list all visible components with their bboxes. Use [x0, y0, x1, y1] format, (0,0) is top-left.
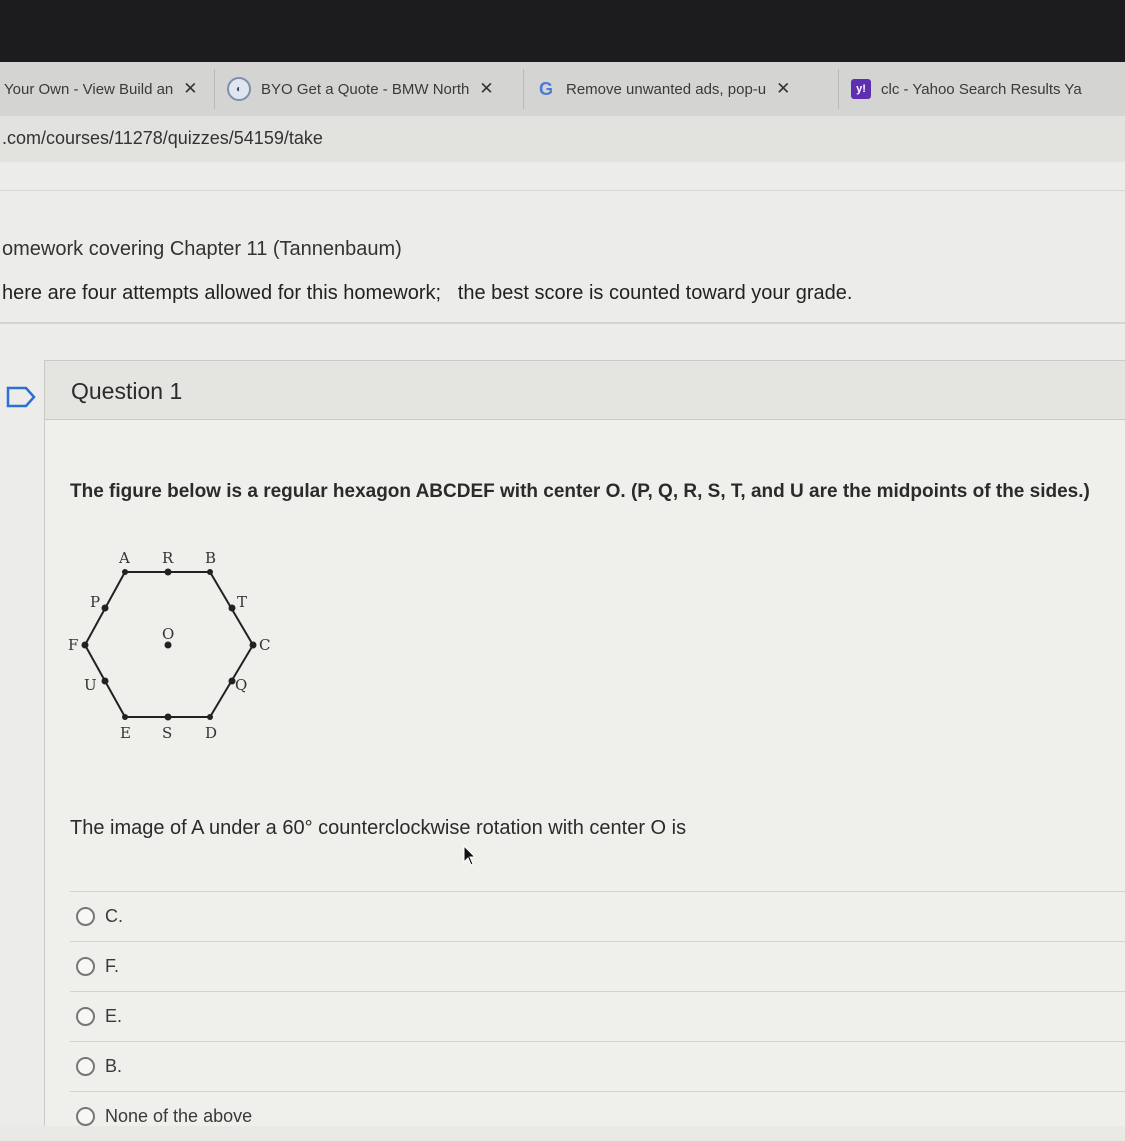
- flag-question-icon[interactable]: [6, 386, 36, 408]
- close-icon[interactable]: ✕: [776, 79, 791, 98]
- homework-title: omework covering Chapter 11 (Tannenbaum): [2, 238, 402, 260]
- tab-title: Remove unwanted ads, pop-u: [566, 80, 767, 98]
- answer-label: B.: [105, 1056, 123, 1076]
- question-title: Question 1: [71, 378, 183, 404]
- yahoo-icon: y!: [851, 79, 871, 99]
- answer-option-none[interactable]: [70, 1091, 1125, 1141]
- label-U: U: [84, 676, 97, 694]
- divider: [0, 190, 1125, 191]
- tab-yahoo-search[interactable]: [839, 69, 1123, 109]
- mouse-cursor-icon: [463, 845, 477, 867]
- answer-list: [70, 891, 1125, 1141]
- label-P: P: [90, 593, 101, 611]
- url-text[interactable]: .com/courses/11278/quizzes/54159/take: [2, 128, 323, 148]
- answer-option-f[interactable]: [70, 941, 1125, 991]
- radio-button[interactable]: [76, 957, 95, 976]
- close-icon[interactable]: ✕: [183, 79, 198, 98]
- tab-title: Your Own - View Build an: [4, 80, 174, 98]
- question-text: The figure below is a regular hexagon ABCDEF with center O. (P, Q, R, S, T, and U are the midpoints of the sides.): [70, 481, 1090, 502]
- label-D: D: [205, 724, 218, 742]
- radio-button[interactable]: [76, 1107, 95, 1126]
- radio-button[interactable]: [76, 907, 95, 926]
- address-bar[interactable]: [0, 116, 1125, 163]
- tab-bmw-quote[interactable]: [215, 69, 524, 109]
- label-T: T: [237, 593, 248, 611]
- answer-label: C.: [105, 906, 123, 926]
- radio-button[interactable]: [76, 1007, 95, 1026]
- tab-remove-ads[interactable]: [524, 69, 839, 109]
- label-O: O: [162, 625, 175, 643]
- radio-button[interactable]: [76, 1057, 95, 1076]
- answer-option-b[interactable]: [70, 1041, 1125, 1091]
- question-header: [45, 361, 1125, 420]
- answer-option-e[interactable]: [70, 991, 1125, 1041]
- answer-option-c[interactable]: [70, 891, 1125, 941]
- label-R: R: [162, 549, 174, 567]
- screen-bezel: [0, 0, 1125, 62]
- attempts-note: here are four attempts allowed for this homework; the best score is counted toward your grade.: [2, 282, 853, 304]
- quiz-page: [0, 162, 1125, 1125]
- divider: [0, 322, 1125, 324]
- bmw-icon: ◐: [227, 77, 251, 101]
- question-card: [44, 360, 1125, 1126]
- label-E: E: [120, 724, 131, 742]
- label-C: C: [259, 636, 271, 654]
- browser-tab-bar: [0, 62, 1125, 116]
- answer-label: F.: [105, 956, 120, 976]
- label-F: F: [68, 636, 79, 654]
- question-prompt: The image of A under a 60° counterclockwise rotation with center O is: [70, 817, 687, 839]
- google-icon: G: [538, 78, 553, 99]
- label-S: S: [162, 724, 173, 742]
- label-A: A: [119, 549, 130, 567]
- tab-build-your-own[interactable]: [0, 69, 215, 109]
- label-Q: Q: [235, 676, 248, 694]
- label-B: B: [205, 549, 217, 567]
- hexagon-figure: [65, 547, 295, 747]
- answer-label: E.: [105, 1006, 123, 1026]
- close-icon[interactable]: ✕: [479, 79, 494, 98]
- tab-title: clc - Yahoo Search Results Ya: [881, 80, 1082, 98]
- answer-label: None of the above: [105, 1106, 253, 1126]
- tab-title: BYO Get a Quote - BMW North: [261, 80, 470, 98]
